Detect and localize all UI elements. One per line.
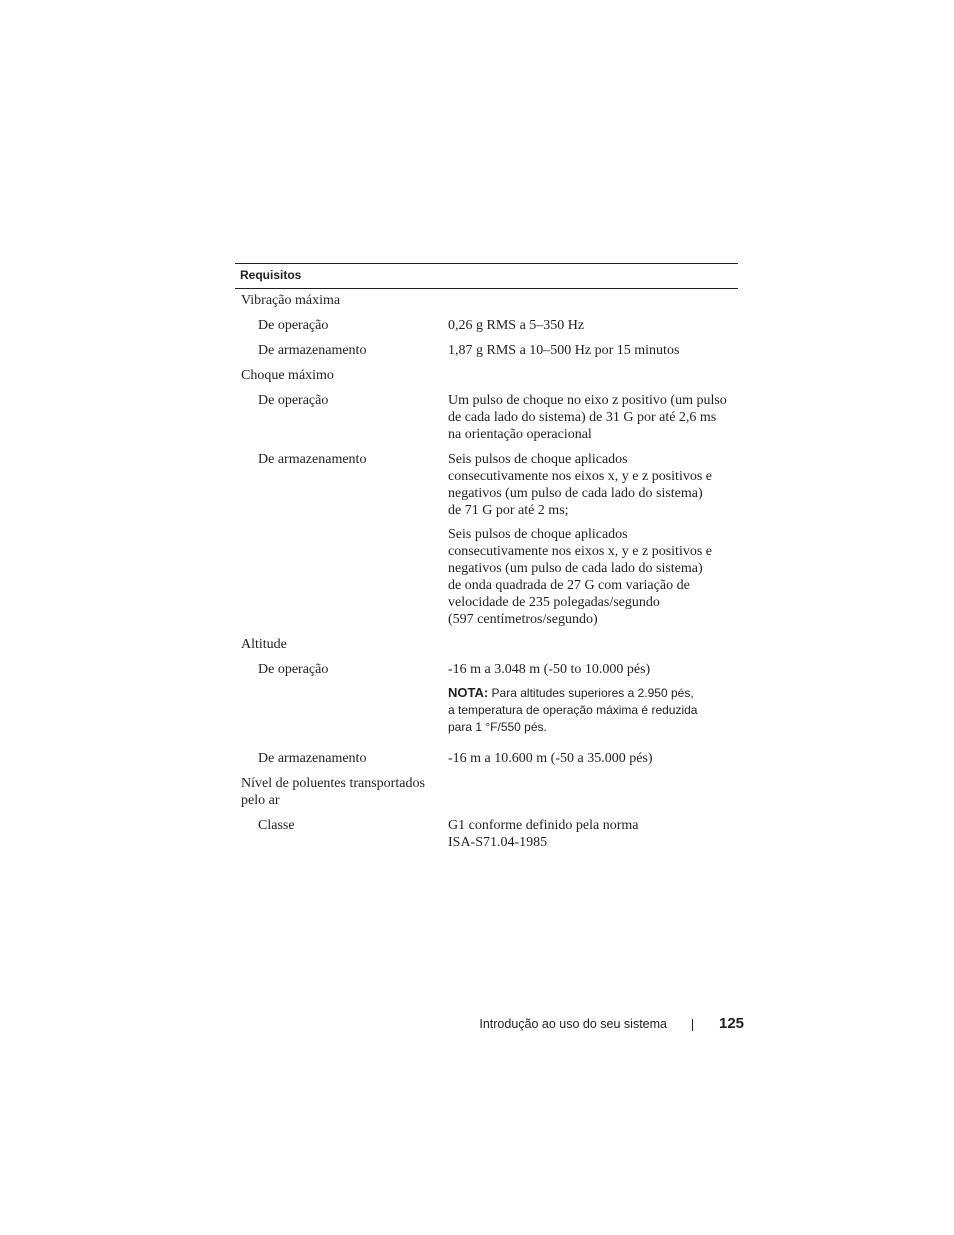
row-value: Um pulso de choque no eixo z positivo (um pulso de cada lado do sistema) de 31 G por até 2,6 ms na orientação operacional bbox=[448, 393, 727, 442]
row-label: De operação bbox=[258, 318, 329, 333]
note-label: NOTA: bbox=[448, 685, 489, 700]
requirements-table bbox=[235, 263, 738, 851]
row-value: Seis pulsos de choque aplicados consecutivamente nos eixos x, y e z positivos e negativos (um pulso de cada lado do sistema) de 71 G por até 2 ms; bbox=[448, 452, 712, 518]
note-block bbox=[448, 684, 738, 736]
row-label: Nível de poluentes transportados pelo ar bbox=[241, 776, 425, 808]
row-label: Vibração máxima bbox=[241, 293, 341, 308]
table-row bbox=[235, 392, 738, 451]
table-header-rule bbox=[235, 288, 738, 289]
page-footer bbox=[0, 1014, 954, 1034]
row-label: De operação bbox=[258, 662, 329, 677]
row-value: Seis pulsos de choque aplicados consecutivamente nos eixos x, y e z positivos e negativos (um pulso de cada lado do sistema) de onda quadrada de 27 G com variação de velocidade de 235 polegadas/segundo (597 centímetros/segundo) bbox=[448, 527, 712, 627]
row-value: -16 m a 10.600 m (-50 a 35.000 pés) bbox=[448, 751, 653, 766]
page-number: 125 bbox=[719, 1015, 745, 1032]
table-header: Requisitos bbox=[240, 268, 302, 282]
footer-title: Introdução ao uso do seu sistema bbox=[479, 1017, 667, 1031]
row-label: De operação bbox=[258, 393, 329, 408]
note-text: a temperatura de operação máxima é reduzida bbox=[448, 703, 698, 717]
table-row bbox=[235, 750, 738, 775]
table-row bbox=[235, 817, 738, 851]
row-label: De armazenamento bbox=[258, 343, 367, 358]
table-row bbox=[235, 342, 738, 367]
table-row bbox=[235, 292, 738, 317]
table-row bbox=[235, 317, 738, 342]
row-value: 0,26 g RMS a 5–350 Hz bbox=[448, 318, 585, 333]
table-row bbox=[235, 367, 738, 392]
row-label: Choque máximo bbox=[241, 368, 334, 383]
row-value: 1,87 g RMS a 10–500 Hz por 15 minutos bbox=[448, 343, 680, 358]
row-value: G1 conforme definido pela norma ISA-S71.04-1985 bbox=[448, 818, 639, 850]
row-label: Classe bbox=[258, 818, 295, 833]
row-value: -16 m a 3.048 m (-50 to 10.000 pés) bbox=[448, 662, 651, 677]
table-row bbox=[235, 775, 738, 817]
note-text: para 1 °F/550 pés. bbox=[448, 720, 547, 734]
table-row-note bbox=[235, 684, 738, 750]
table-row bbox=[235, 451, 738, 526]
table-row bbox=[235, 526, 738, 636]
row-label: Altitude bbox=[241, 637, 287, 652]
note-text: Para altitudes superiores a 2.950 pés, bbox=[491, 686, 694, 700]
row-label: De armazenamento bbox=[258, 452, 367, 467]
table-row bbox=[235, 661, 738, 678]
footer-separator bbox=[692, 1019, 693, 1031]
row-label: De armazenamento bbox=[258, 751, 367, 766]
table-row bbox=[235, 636, 738, 661]
